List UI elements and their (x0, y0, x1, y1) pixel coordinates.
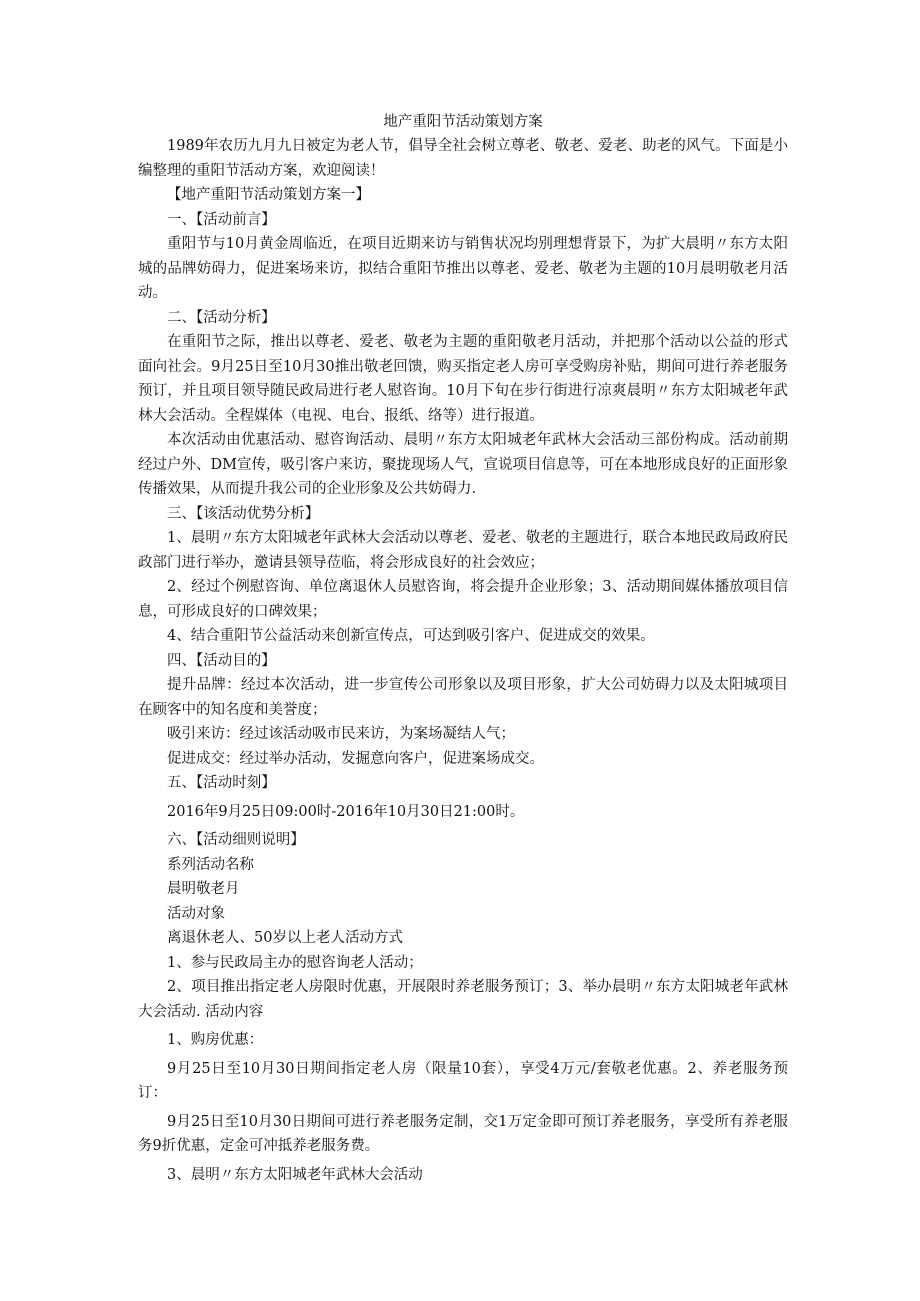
paragraph: 重阳节与10月黄金周临近，在项目近期来访与销售状况均别理想背景下，为扩大晨明〃东方太阳城的品牌妨碍力，促进案场来访，拟结合重阳节推出以尊老、爱老、敬老为主题的10月晨明敬老月活动。 (138, 236, 788, 301)
document-page (138, 110, 788, 1187)
paragraph: 六、【活动细则说明】 (167, 832, 305, 848)
paragraph: 一、【活动前言】 (167, 211, 276, 228)
paragraph: 1989年农历九月九日被定为老人节，倡导全社会树立尊老、敬老、爱老、助老的风气。下面是小编整理的重阳节活动方案，欢迎阅读！ (138, 138, 788, 179)
paragraph: 二、【活动分析】 (167, 309, 276, 326)
document-title: 地产重阳节活动策划方案 (383, 114, 543, 130)
paragraph: 提升品牌：经过本次活动，进一步宣传公司形象以及项目形象，扩大公司妨碍力以及太阳城项目在顾客中的知名度和美誉度； (138, 677, 788, 718)
paragraph: 吸引来访：经过该活动吸市民来访，为案场凝结人气； (167, 726, 515, 742)
paragraph: 9月25日至10月30日期间可进行养老服务定制，交1万定金即可预订养老服务，享受所有养老服务9折优惠，定金可冲抵养老服务费。 (138, 1113, 788, 1154)
paragraph: 1、参与民政局主办的慰咨询老人活动； (167, 954, 423, 971)
paragraph: 2016年9月25日09:00时-2016年10月30日21:00时。 (167, 803, 525, 820)
paragraph: 系列活动名称 (167, 856, 254, 873)
paragraph: 9月25日至10月30日期间指定老人房（限量10套），享受4万元/套敬老优惠。2、养老服务预订： (138, 1060, 788, 1101)
paragraph: 【地产重阳节活动策划方案一】 (167, 187, 370, 203)
paragraph: 三、【该活动优势分析】 (167, 505, 320, 522)
document-body (138, 134, 788, 1187)
paragraph: 在重阳节之际，推出以尊老、爱老、敬老为主题的重阳敬老月活动，并把那个活动以公益的形式面向社会。9月25日至10月30推出敬老回馈，购买指定老人房可享受购房补贴，期间可进行养老服务预订，并且项目领导随民政局进行老人慰咨询。10月下旬在步行街进行凉爽晨明〃东方太阳城老年武林大会活动。全程媒体（电视、电台、报纸、络等）进行报道。 (138, 334, 788, 424)
paragraph: 晨明敬老月 (167, 881, 240, 897)
paragraph: 离退休老人、50岁以上老人活动方式 (167, 930, 403, 946)
paragraph: 4、结合重阳节公益活动来创新宣传点，可达到吸引客户、促进成交的效果。 (167, 628, 655, 644)
paragraph: 1、购房优惠： (167, 1032, 264, 1048)
paragraph: 活动对象 (167, 905, 225, 922)
paragraph: 促进成交：经过举办活动，发掘意向客户，促进案场成交。 (167, 750, 544, 767)
paragraph: 2、项目推出指定老人房限时优惠，开展限时养老服务预订；3、举办晨明〃东方太阳城老年武林大会活动. 活动内容 (138, 979, 788, 1020)
paragraph: 2、经过个例慰咨询、单位离退休人员慰咨询，将会提升企业形象；3、活动期间媒体播放项目信息，可形成良好的口碑效果； (138, 579, 788, 620)
paragraph: 四、【活动目的】 (167, 652, 276, 669)
paragraph: 1、晨明〃东方太阳城老年武林大会活动以尊老、爱老、敬老的主题进行，联合本地民政局政府民政部门进行举办，邀请县领导莅临，将会形成良好的社会效应； (138, 530, 788, 571)
paragraph: 五、【活动时刻】 (167, 775, 276, 791)
paragraph: 本次活动由优惠活动、慰咨询活动、晨明〃东方太阳城老年武林大会活动三部份构成。活动前期经过户外、DM宣传，吸引客户来访，聚拢现场人气，宣说项目信息等，可在本地形成良好的正面形象传播效果，从而提升我公司的企业形象及公共妨碍力. (138, 432, 788, 497)
paragraph: 3、晨明〃东方太阳城老年武林大会活动 (167, 1166, 423, 1183)
